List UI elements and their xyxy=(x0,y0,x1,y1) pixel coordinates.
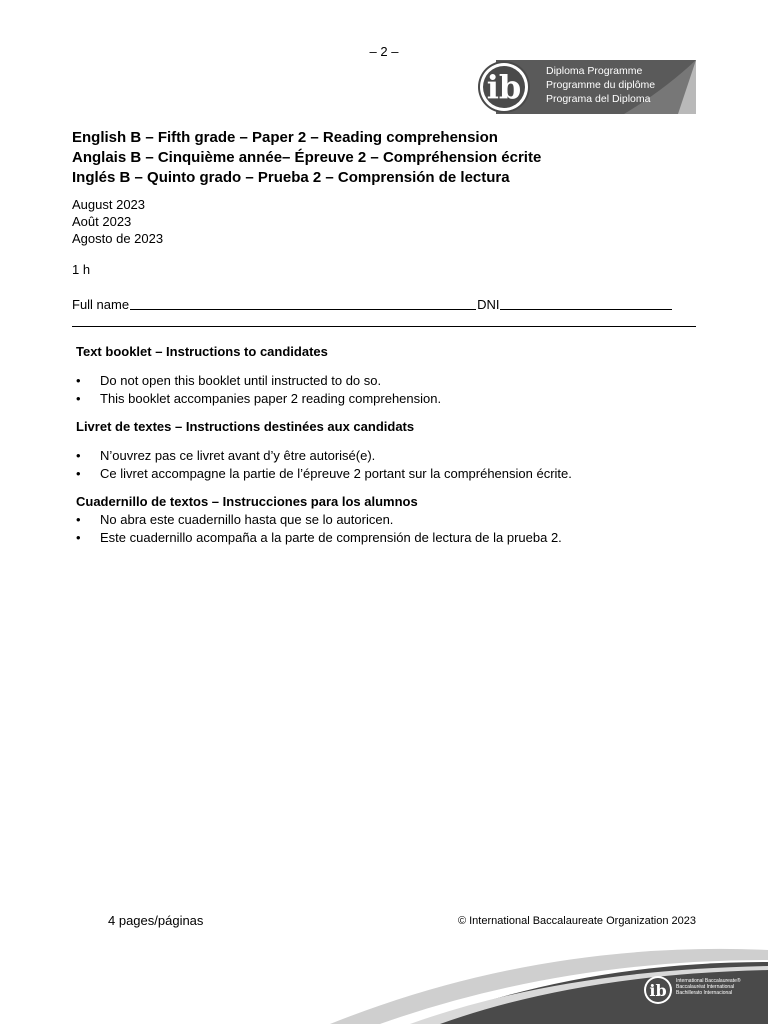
ib-name-en: International Baccalaureate® xyxy=(676,978,741,984)
section-heading: Livret de textes – Instructions destinées aux candidats xyxy=(76,419,415,434)
title-french: Anglais B – Cinquième année– Épreuve 2 – Compréhension écrite xyxy=(72,149,542,166)
instructions-english xyxy=(76,343,441,408)
date-french: Août 2023 xyxy=(72,214,132,229)
title-english: English B – Fifth grade – Paper 2 – Reading comprehension xyxy=(72,129,498,146)
instruction-list xyxy=(76,447,572,483)
divider-line xyxy=(72,326,696,327)
full-name-label: Full name xyxy=(72,297,130,312)
ib-programme-es: Programa del Diploma xyxy=(546,93,651,105)
dni-label: DNI xyxy=(477,297,500,312)
title-spanish: Inglés B – Quinto grado – Prueba 2 – Comprensión de lectura xyxy=(72,169,510,186)
ib-footer-mark: ib xyxy=(649,981,667,1000)
exam-dates xyxy=(72,196,163,247)
ib-logo-mark: ib xyxy=(486,68,522,106)
ib-programme-en: Diploma Programme xyxy=(546,65,643,77)
list-item: • Ce livret accompagne la partie de l’épreuve 2 portant sur la compréhension écrite. xyxy=(76,465,572,483)
candidate-fields xyxy=(72,295,673,312)
ib-name-es: Bachillerato Internacional xyxy=(676,990,733,996)
instruction-list xyxy=(76,511,562,547)
date-spanish: Agosto de 2023 xyxy=(72,231,164,246)
instructions-spanish xyxy=(76,493,562,547)
instruction-list xyxy=(76,372,441,408)
ib-programme-fr: Programme du diplôme xyxy=(546,79,656,91)
list-item: • Do not open this booklet until instructed to do so. xyxy=(76,372,441,390)
page-number: – 2 – xyxy=(369,44,399,59)
list-item: • Este cuadernillo acompaña a la parte de comprensión de lectura de la prueba 2. xyxy=(76,529,562,547)
page-count: 4 pages/páginas xyxy=(108,913,204,928)
footer-swoosh xyxy=(0,940,768,1024)
ib-programme-names xyxy=(546,64,696,106)
exam-duration: 1 h xyxy=(72,262,91,277)
ib-name-fr: Baccalauréat International xyxy=(676,984,735,990)
section-heading: Cuadernillo de textos – Instrucciones para los alumnos xyxy=(76,494,418,509)
ib-footer-names xyxy=(676,978,766,996)
list-item: • N’ouvrez pas ce livret avant d’y être autorisé(e). xyxy=(76,447,572,465)
copyright-notice: © International Baccalaureate Organization 2023 xyxy=(457,915,696,927)
section-heading: Text booklet – Instructions to candidates xyxy=(76,344,328,359)
dni-field[interactable] xyxy=(500,295,672,310)
full-name-field[interactable] xyxy=(130,295,476,310)
instructions-french xyxy=(76,418,572,483)
exam-title xyxy=(72,128,541,188)
list-item: • No abra este cuadernillo hasta que se lo autoricen. xyxy=(76,511,562,529)
date-english: August 2023 xyxy=(72,197,146,212)
list-item: • This booklet accompanies paper 2 reading comprehension. xyxy=(76,390,441,408)
